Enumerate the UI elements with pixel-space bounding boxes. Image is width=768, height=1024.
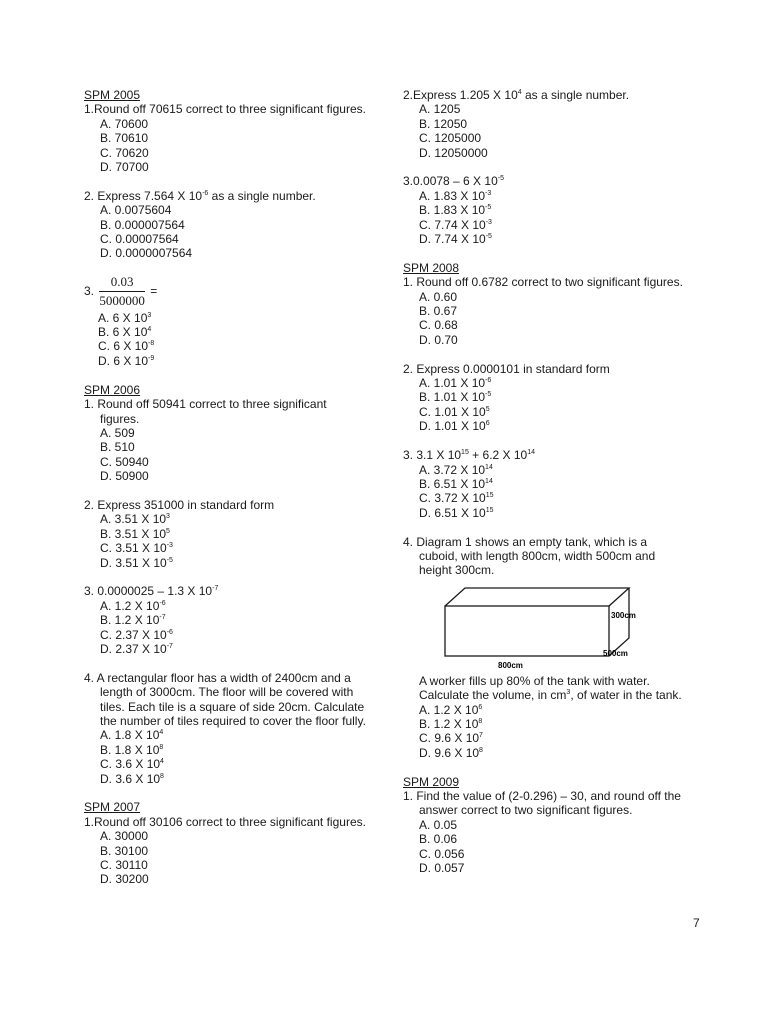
option: C. 9.6 X $10^7$ — [419, 731, 483, 746]
question-text: 1. Round off 0.6782 correct to two significant figures. — [403, 275, 683, 290]
option: B. 1.01 X $10^{-5}$ — [419, 390, 492, 405]
option: D. 1.01 X $10^6$ — [419, 419, 490, 434]
option: D. 6 X $10^{-9}$ — [98, 353, 155, 368]
option: B. 70610 — [100, 131, 149, 146]
option: A. 509 — [100, 425, 135, 440]
option: D. 0.057 — [419, 861, 465, 875]
option: B. 0.06 — [419, 832, 458, 847]
option: D. 50900 — [100, 469, 149, 484]
option: A. 0.0075604 — [100, 203, 172, 218]
question-text: 1. Find the value of (2-0.296) – 30, and round off the — [403, 788, 681, 803]
question-text-cont: answer correct to two significant figures. — [419, 803, 633, 818]
option: D. 0.0000007564 — [100, 246, 193, 261]
option: C. 2.37 X $10^{-6}$ — [100, 627, 173, 642]
question-text: 1. Round off 50941 correct to three significant — [84, 397, 327, 412]
option: A. 1205 — [419, 102, 461, 117]
option: D. 0.70 — [419, 332, 458, 347]
section-header-spm2005: SPM 2005 — [84, 88, 141, 102]
option: D. 9.6 X $10^8$ — [419, 745, 483, 760]
fraction: $\frac{0.03}{5000000}$ — [99, 273, 145, 309]
option: B. 1.83 X $10^{-5}$ — [419, 203, 492, 218]
question-text-cont: cuboid, with length 800cm, width 500cm and — [419, 548, 656, 563]
question-text: 1.Round off 70615 correct to three significant figures. — [84, 102, 366, 117]
question-text: 2.Express 1.205 X $10^4$ as a single number. — [403, 88, 630, 102]
option: C. 70620 — [100, 145, 149, 160]
section-header-spm2008: SPM 2008 — [403, 260, 460, 275]
option: B. 0.67 — [419, 304, 458, 319]
tank-diagram — [429, 584, 679, 670]
question-text-cont: the number of tiles required to cover the floor fully. — [100, 713, 366, 728]
height-label: 300cm — [611, 610, 636, 620]
option: C. 3.51 X $10^{-3}$ — [100, 541, 173, 556]
section-header-spm2007: SPM 2007 — [84, 800, 141, 815]
question-text: 4. Diagram 1 shows an empty tank, which is a — [403, 534, 648, 549]
question-fraction: 3. $\frac{0.03}{5000000}$ = — [84, 273, 158, 309]
width-label: 500cm — [603, 648, 628, 658]
option: C. 1205000 — [419, 131, 482, 146]
question-text: 3.0.0078 – 6 X $10^{-5}$ — [403, 174, 504, 189]
right-column — [403, 88, 703, 875]
option: C. 0.68 — [419, 318, 458, 333]
option: B. 30100 — [100, 843, 149, 858]
question-text: 2. Express 7.564 X $10^{-6}$ as a single number. — [84, 188, 316, 203]
option: A. 0.60 — [419, 289, 458, 304]
option: D. 7.74 X $10^{-5}$ — [419, 232, 492, 247]
question-text: 1.Round off 30106 correct to three significant figures. — [84, 814, 366, 829]
option: A. 0.05 — [419, 817, 458, 832]
option: D. 6.51 X $10^{15}$ — [419, 505, 494, 520]
option: C. 30110 — [100, 858, 148, 873]
option: B. 3.51 X $10^5$ — [100, 526, 170, 541]
page-number: 7 — [693, 916, 700, 930]
option: B. 1.2 X $10^8$ — [419, 716, 483, 731]
question-text-cont: Calculate the volume, in $cm^3$, of water in the tank. — [419, 688, 682, 703]
option: C. 0.056 — [419, 846, 465, 861]
question-text-cont: height 300cm. — [419, 563, 495, 578]
option: A. 3.51 X $10^3$ — [100, 512, 170, 527]
question-text-cont: figures. — [100, 411, 140, 426]
option: B. 1.8 X $10^8$ — [100, 742, 164, 757]
question-text-cont: length of 3000cm. The floor will be covered with — [100, 685, 354, 700]
option: D. 3.6 X $10^8$ — [100, 771, 164, 786]
option: A. 1.2 X $10^{-6}$ — [100, 598, 166, 613]
option: A. 1.2 X $10^6$ — [419, 702, 483, 717]
option: A. 1.83 X $10^{-3}$ — [419, 188, 492, 203]
option: C. 7.74 X $10^{-3}$ — [419, 217, 492, 232]
length-label: 800cm — [498, 660, 523, 670]
option: A. 6 X $10^3$ — [98, 310, 152, 325]
option: B. 0.000007564 — [100, 217, 185, 232]
cuboid-front-face — [445, 606, 609, 656]
left-column — [84, 88, 389, 887]
option: C. 50940 — [100, 454, 149, 469]
option: D. 3.51 X $10^{-5}$ — [100, 555, 173, 570]
cuboid-side-face — [609, 588, 629, 656]
option: A. 30000 — [100, 829, 149, 844]
option: B. 6 X $10^4$ — [98, 325, 152, 340]
option: A. 1.8 X $10^4$ — [100, 728, 164, 743]
option: D. 70700 — [100, 160, 149, 175]
option: A. 70600 — [100, 116, 149, 131]
option: B. 510 — [100, 440, 135, 455]
question-text-cont: tiles. Each tile is a square of side 20cm. Calculate — [100, 699, 365, 714]
question-text: 4. A rectangular floor has a width of 2400cm and a — [84, 670, 351, 685]
cuboid-top-face — [445, 588, 629, 606]
option: B. 12050 — [419, 116, 468, 131]
option: D. 12050000 — [419, 145, 488, 160]
question-text: 2. Express 0.0000101 in standard form — [403, 361, 610, 376]
option: C. 0.00007564 — [100, 232, 179, 247]
option: D. 2.37 X $10^{-7}$ — [100, 641, 173, 656]
option: D. 30200 — [100, 872, 149, 887]
option: C. 3.72 X $10^{15}$ — [419, 491, 494, 506]
option: B. 1.2 X $10^{-7}$ — [100, 613, 166, 628]
section-header-spm2009: SPM 2009 — [403, 774, 460, 789]
option: A. 1.01 X $10^{-6}$ — [419, 376, 492, 391]
option: A. 3.72 X $10^{14}$ — [419, 462, 493, 477]
option: B. 6.51 X $10^{14}$ — [419, 476, 493, 491]
section-header-spm2006: SPM 2006 — [84, 382, 141, 397]
option: C. 1.01 X $10^5$ — [419, 404, 490, 419]
question-text-cont: A worker fills up 80% of the tank with water. — [419, 673, 650, 688]
option: C. 3.6 X $10^4$ — [100, 757, 164, 772]
question-text: 2. Express 351000 in standard form — [84, 497, 275, 512]
question-text: 3. 3.1 X $10^{15} + 6.2$ X $10^{14}$ — [403, 448, 536, 463]
option: C. 6 X $10^{-8}$ — [98, 339, 155, 354]
question-text: 3. 0.0000025 – 1.3 X $10^{-7}$ — [84, 584, 219, 599]
